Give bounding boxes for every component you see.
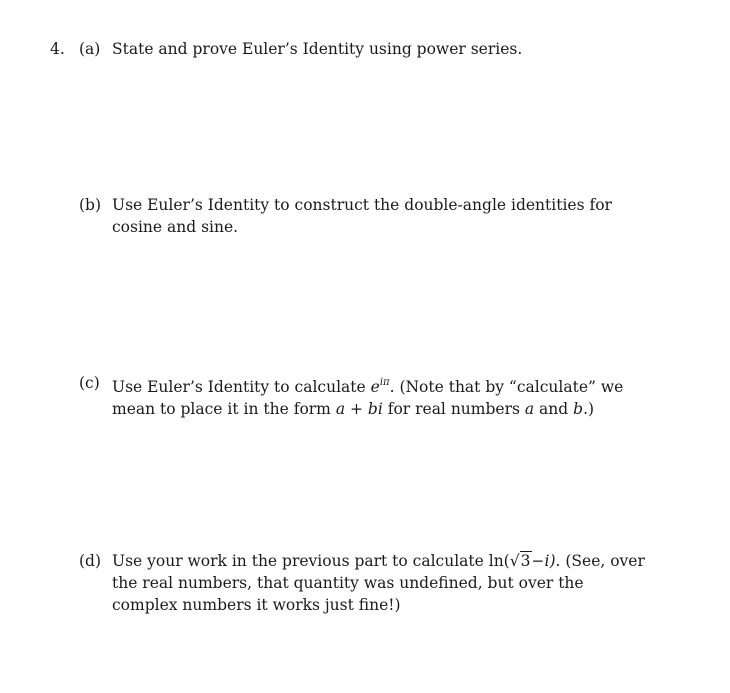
math-sqrt-symbol: √ [509,552,520,570]
part-d-text [112,550,654,616]
math-minus-i: −i) [531,552,556,570]
math-ln: ln( [488,552,510,570]
part-a [79,38,654,60]
math-base-e: e [370,378,380,396]
math-ln-expression [489,552,556,570]
math-exponent: iπ [379,377,390,388]
part-c-text [112,372,654,420]
part-c-text-after-1: . (Note that by “calculate” we mean to place it in the form [112,378,624,418]
part-a-text: State and prove Euler’s Identity using power series. [112,40,523,58]
part-d [79,550,654,616]
part-c-text-and: and [534,400,574,418]
problem-number: 4. [50,40,65,58]
part-c-text-after-2: for real numbers [382,400,525,418]
math-e-i-pi [371,378,390,396]
math-a-plus-bi: a + bi [335,400,383,418]
part-c-label: (c) [79,374,100,392]
math-radicand: 3 [520,552,531,570]
part-b-label: (b) [79,196,102,214]
math-sqrt [510,550,532,572]
math-var-b: b [573,400,584,418]
part-b [79,194,654,238]
part-d-text-before: Use your work in the previous part to calculate [112,552,489,570]
part-d-text-after: . (See, over the real numbers, that quantity was undefined, but over the complex numbers it works just fine!) [112,552,645,614]
part-a-label: (a) [79,40,101,58]
part-c-text-end: .) [583,400,595,418]
part-c-text-before: Use Euler’s Identity to calculate [112,378,371,396]
part-d-label: (d) [79,552,102,570]
math-var-a: a [524,400,535,418]
part-b-text: Use Euler’s Identity to construct the double-angle identities for cosine and sine. [112,196,612,236]
part-c [79,372,654,420]
